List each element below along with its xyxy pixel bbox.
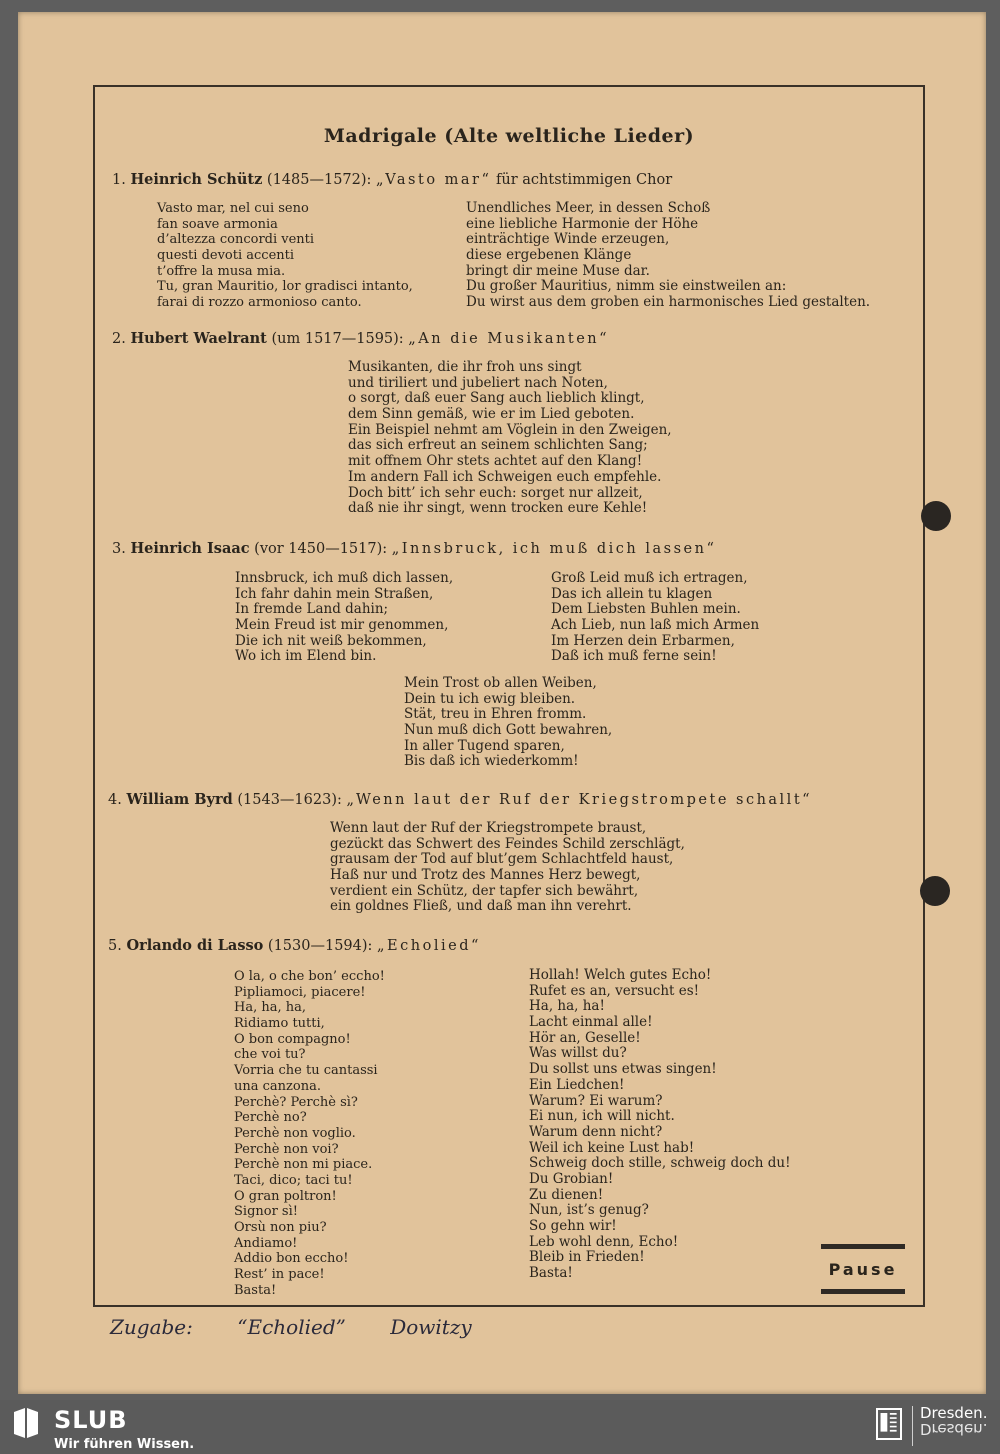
- program-frame: [93, 85, 925, 1307]
- lyric-line: fan soave armonia: [157, 216, 278, 232]
- lyric-line: Dem Liebsten Buhlen mein.: [551, 601, 741, 618]
- lyric-line: Rest’ in pace!: [234, 1267, 325, 1283]
- pause-label: Pause: [828, 1259, 898, 1279]
- lyric-line: Das ich allein tu klagen: [551, 585, 713, 602]
- lyric-line: In aller Tugend sparen,: [404, 737, 565, 754]
- lyric-line: Im andern Fall ich Schweigen euch empfehle.: [348, 468, 662, 485]
- lyric-line: Was willst du?: [529, 1045, 627, 1062]
- composer-name: Heinrich Schütz: [130, 171, 263, 188]
- lyric-line: Pipliamoci, piacere!: [234, 984, 366, 1000]
- item-4-text: [330, 821, 685, 915]
- lyric-line: Andiamo!: [234, 1235, 298, 1251]
- composer-dates: (um 1517—1595):: [271, 331, 404, 347]
- lyric-line: Im Herzen dein Erbarmen,: [551, 632, 735, 649]
- dresden-line: Dresden.: [920, 1404, 988, 1422]
- lyric-line: questi devoti accenti: [157, 248, 295, 264]
- lyric-line: Du Grobian!: [529, 1170, 614, 1187]
- lyric-line: Leb wohl denn, Echo!: [529, 1233, 679, 1250]
- lyric-line: Bleib in Frieden!: [529, 1249, 645, 1266]
- lyric-line: Perchè? Perchè sì?: [234, 1094, 358, 1110]
- lyric-line: verdient ein Schütz, der tapfer sich bewährt,: [330, 882, 639, 899]
- composer-dates: (1485—1572):: [266, 172, 372, 188]
- logo-separator: [912, 1406, 913, 1446]
- lyric-line: Nun, ist’s genug?: [529, 1202, 649, 1219]
- lyric-line: und tiriliert und jubeliert nach Noten,: [348, 374, 608, 391]
- punch-hole: [920, 876, 950, 906]
- song-title: „Innsbruck, ich muß dich lassen“: [391, 541, 717, 557]
- lyric-line: Addio bon eccho!: [234, 1251, 349, 1267]
- lyric-line: Groß Leid muß ich ertragen,: [551, 570, 748, 586]
- lyric-line: Vorria che tu cantassi: [234, 1063, 378, 1079]
- dresden-line-mirrored: Dresden.: [920, 1420, 988, 1438]
- lyric-line: O gran poltron!: [234, 1188, 337, 1204]
- lyric-line: Musikanten, die ihr froh uns singt: [348, 359, 582, 375]
- song-title: „An die Musikanten“: [408, 331, 610, 347]
- lyric-line: grausam der Tod auf blut’gem Schlachtfeld haust,: [330, 851, 674, 868]
- lyric-line: mit offnem Ohr stets achtet auf den Klang!: [348, 453, 643, 470]
- lyric-line: Doch bitt’ ich sehr euch: sorget nur allzeit,: [348, 484, 643, 501]
- lyric-line: ein goldnes Fließ, und daß man ihn verehrt.: [330, 898, 632, 915]
- program-sheet: [18, 12, 986, 1394]
- slub-tagline: Wir führen Wissen.: [54, 1437, 195, 1452]
- lyric-line: Ein Liedchen!: [529, 1076, 625, 1093]
- lyric-line: Mein Trost ob allen Weiben,: [404, 675, 597, 691]
- lyric-line: Basta!: [234, 1282, 277, 1298]
- lyric-line: Basta!: [529, 1265, 573, 1282]
- lyric-line: Wenn laut der Ruf der Kriegstrompete braust,: [330, 820, 647, 836]
- lyric-line: Tu, gran Mauritio, lor gradisci intanto,: [157, 279, 413, 295]
- item-4-heading: [108, 791, 812, 808]
- book-icon: [12, 1406, 40, 1440]
- item-number: 3.: [112, 541, 126, 557]
- lyric-line: t’offre la musa mia.: [157, 263, 286, 279]
- lyric-line: gezückt das Schwert des Feindes Schild zerschlägt,: [330, 835, 685, 852]
- composer-name: Heinrich Isaac: [130, 540, 250, 557]
- item-3-center-stanza: [404, 676, 612, 770]
- lyric-line: Dein tu ich ewig bleiben.: [404, 690, 576, 707]
- lyric-line: daß nie ihr singt, wenn trocken eure Kehle!: [348, 500, 648, 517]
- lyric-line: bringt dir meine Muse dar.: [466, 262, 650, 279]
- song-title: „Wenn laut der Ruf der Kriegstrompete schallt“: [346, 792, 813, 808]
- handwritten-note: [110, 1315, 510, 1339]
- lyric-line: diese ergebenen Klänge: [466, 247, 632, 264]
- lyric-line: Hör an, Geselle!: [529, 1029, 641, 1046]
- dresden-crest-icon: [876, 1408, 902, 1440]
- item-2-heading: [112, 330, 609, 347]
- handwritten-extra: Dowitzy: [390, 1315, 472, 1339]
- dresden-logo-text[interactable]: [920, 1406, 987, 1436]
- lyric-line: Zu dienen!: [529, 1186, 604, 1203]
- lyric-line: Warum denn nicht?: [529, 1123, 663, 1140]
- lyric-line: Signor sì!: [234, 1204, 298, 1220]
- item-1-heading: [112, 171, 672, 188]
- item-2-text: [348, 360, 672, 517]
- composer-name: William Byrd: [126, 791, 233, 808]
- composer-dates: (1530—1594):: [267, 938, 373, 954]
- lyric-line: Vasto mar, nel cui seno: [157, 201, 309, 216]
- item-number: 1.: [112, 172, 126, 188]
- lyric-line: In fremde Land dahin;: [235, 601, 389, 618]
- lyric-line: Warum? Ei warum?: [529, 1092, 663, 1109]
- handwritten-song: “Echolied”: [237, 1315, 346, 1339]
- item-1-italian-text: [157, 201, 413, 311]
- lyric-line: O la, o che bon’ eccho!: [234, 969, 385, 984]
- lyric-line: Hollah! Welch gutes Echo!: [529, 967, 712, 983]
- item-3-right-stanza: [551, 571, 759, 665]
- item-5-italian-text: [234, 969, 385, 1298]
- composer-dates: (1543—1623):: [237, 792, 342, 808]
- lyric-line: das sich erfreut an seinem schlichten Sang;: [348, 437, 648, 454]
- lyric-line: o sorgt, daß euer Sang auch lieblich klingt,: [348, 390, 645, 407]
- lyric-line: Ridiamo tutti,: [234, 1016, 325, 1032]
- lyric-line: Ein Beispiel nehmt am Vöglein in den Zweigen,: [348, 421, 672, 438]
- lyric-line: Nun muß dich Gott bewahren,: [404, 722, 613, 739]
- lyric-line: che voi tu?: [234, 1047, 306, 1063]
- lyric-line: Wo ich im Elend bin.: [235, 648, 377, 665]
- lyric-line: dem Sinn gemäß, wie er im Lied geboten.: [348, 406, 635, 423]
- composer-dates: (vor 1450—1517):: [254, 541, 388, 557]
- lyric-line: Weil ich keine Lust hab!: [529, 1139, 695, 1156]
- lyric-line: Die ich nit weiß bekommen,: [235, 632, 427, 649]
- lyric-line: Perchè non voi?: [234, 1141, 339, 1157]
- lyric-line: Bis daß ich wiederkomm!: [404, 753, 579, 770]
- lyric-line: Daß ich muß ferne sein!: [551, 648, 717, 665]
- item-5-german-text: [529, 968, 791, 1282]
- page-title: Madrigale (Alte weltliche Lieder): [323, 125, 695, 147]
- lyric-line: So gehn wir!: [529, 1218, 617, 1234]
- lyric-line: Ich fahr dahin mein Straßen,: [235, 585, 434, 602]
- lyric-line: O bon compagno!: [234, 1031, 351, 1047]
- item-number: 5.: [108, 938, 122, 954]
- lyric-line: d’altezza concordi venti: [157, 232, 315, 248]
- viewer-footer: [0, 1400, 1000, 1454]
- handwritten-label: Zugabe:: [110, 1315, 193, 1339]
- lyric-line: Du sollst uns etwas singen!: [529, 1061, 717, 1078]
- lyric-line: Ha, ha, ha,: [234, 1000, 306, 1016]
- lyric-line: Du großer Mauritius, nimm sie einstweilen an:: [466, 278, 787, 295]
- lyric-line: Ach Lieb, nun laß mich Armen: [551, 617, 760, 634]
- lyric-line: una canzona.: [234, 1078, 321, 1094]
- slub-logo-text[interactable]: SLUB: [54, 1406, 128, 1434]
- composer-name: Orlando di Lasso: [126, 937, 264, 954]
- composer-name: Hubert Waelrant: [130, 330, 267, 347]
- lyric-line: Perchè non voglio.: [234, 1125, 356, 1141]
- song-title: „Vasto mar“: [376, 172, 492, 188]
- lyric-line: Unendliches Meer, in dessen Schoß: [466, 200, 711, 216]
- lyric-line: Perchè non mi piace.: [234, 1157, 373, 1173]
- lyric-line: Stät, treu in Ehren fromm.: [404, 706, 587, 723]
- lyric-line: Taci, dico; taci tu!: [234, 1172, 353, 1188]
- pause-marker: [821, 1244, 905, 1294]
- lyric-line: Perchè no?: [234, 1110, 307, 1126]
- lyric-line: Haß nur und Trotz des Mannes Herz bewegt,: [330, 867, 641, 884]
- punch-hole: [921, 501, 951, 531]
- item-3-heading: [112, 540, 716, 557]
- lyric-line: eine liebliche Harmonie der Höhe: [466, 215, 699, 232]
- lyric-line: Lacht einmal alle!: [529, 1014, 653, 1031]
- lyric-line: Ei nun, ich will nicht.: [529, 1108, 675, 1125]
- song-title: „Echolied“: [377, 938, 481, 954]
- item-5-heading: [108, 937, 481, 954]
- lyric-line: Schweig doch stille, schweig doch du!: [529, 1155, 791, 1172]
- lyric-line: Ha, ha, ha!: [529, 998, 605, 1015]
- song-suffix: für achtstimmigen Chor: [496, 172, 673, 188]
- lyric-line: einträchtige Winde erzeugen,: [466, 231, 670, 248]
- item-number: 4.: [108, 792, 122, 808]
- lyric-line: Rufet es an, versucht es!: [529, 982, 700, 999]
- item-1-german-text: [466, 201, 870, 311]
- item-number: 2.: [112, 331, 126, 347]
- item-3-left-stanza: [235, 571, 453, 665]
- lyric-line: farai di rozzo armonioso canto.: [157, 295, 362, 311]
- lyric-line: Mein Freud ist mir genommen,: [235, 617, 449, 634]
- lyric-line: Innsbruck, ich muß dich lassen,: [235, 570, 454, 586]
- lyric-line: Du wirst aus dem groben ein harmonisches Lied gestalten.: [466, 294, 871, 311]
- lyric-line: Orsù non piu?: [234, 1220, 327, 1235]
